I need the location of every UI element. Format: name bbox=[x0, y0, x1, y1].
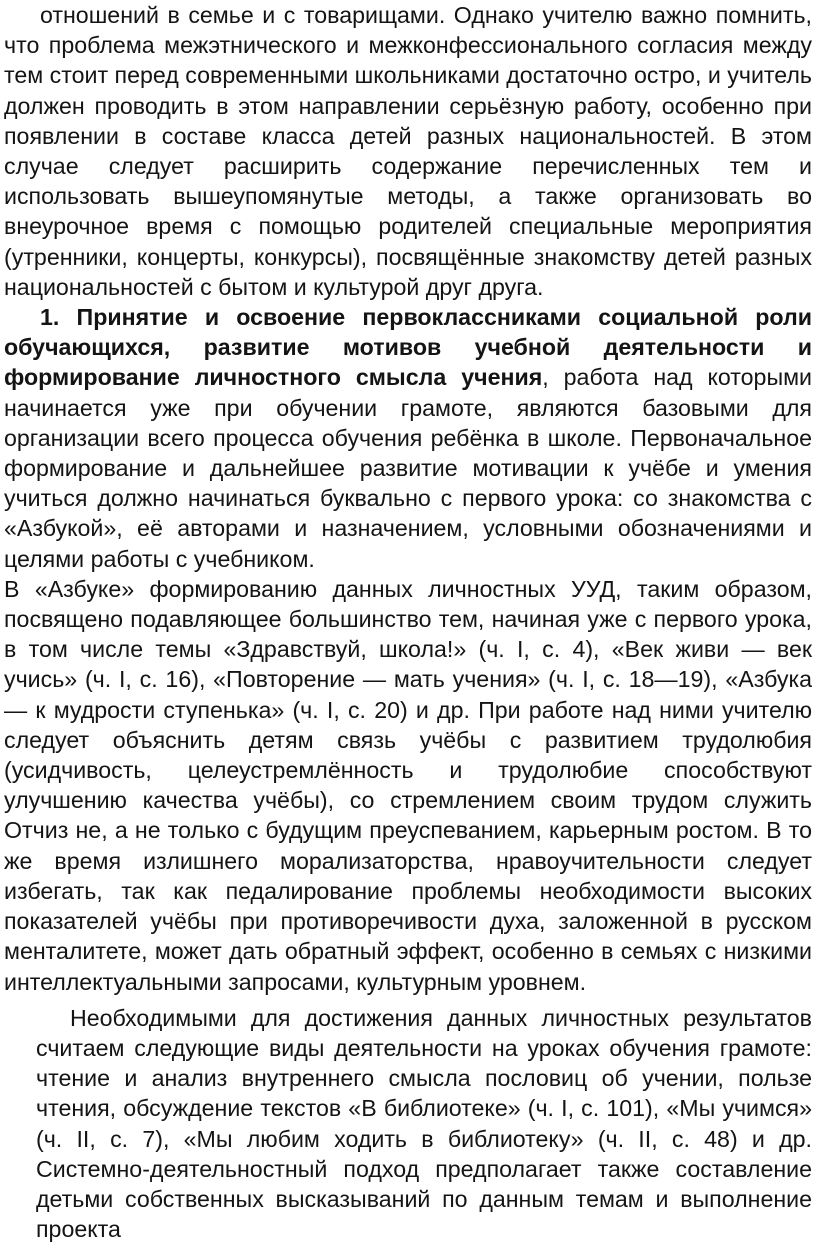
document-page bbox=[4, 0, 812, 1244]
paragraph-student-role bbox=[4, 302, 812, 574]
paragraph-family-relations: отношений в семье и с товарищами. Однако учителю важно помнить, что проблема межэтнического и межконфессионального согласия между тем стоит перед современными школьниками достаточно остро, и учитель должен проводить в этом направлении серьёзную работу, особенно при появлении в составе класса детей разных национальностей. В этом случае следует расширить содержание перечисленных тем и использовать вышеупомянутые методы, а также организовать во внеурочное время с помощью родителей специальные мероприятия (утренники, концерты, конкурсы), посвящённые знакомству детей разных национальностей с бытом и культурой друг друга. bbox=[4, 2, 812, 300]
paragraph-activities: Необходимыми для достижения данных личностных результатов считаем следующие виды деятельности на уроках обучения грамоте: чтение и анализ внутреннего смысла пословиц об учении, пользе чтения, обсуждение текстов «В библиотеке» (ч. I, с. 101), «Мы учимся» (ч. II, с. 7), «Мы любим ходить в библиотеку» (ч. II, с. 48) и др. Системно-деятельностный подход предполагает также составление детьми собственных высказываний по данным темам и выполнение проекта bbox=[36, 1004, 812, 1243]
paragraph-azbuka-topics: В «Азбуке» формированию данных личностных УУД, таким образом, посвящено подавляющее большинство тем, начиная уже с первого урока, в том числе темы «Здравствуй, школа!» (ч. I, с. 4), «Век живи — век учись» (ч. I, с. 16), «Повторение — мать учения» (ч. I, с. 18—19), «Азбука — к мудрости ступенька» (ч. I, с. 20) и др. При работе над ними учителю следует объяснить детям связь учёбы с развитием трудолюбия (усидчивость, целеустремлённость и трудолюбие способствуют улучшению качества учёбы), со стремлением своим трудом служить Отчиз не, а не только с будущим преуспеванием, карьерным ростом. В то же время излишнего морализаторства, нравоучительности следует избегать, так как педалирование проблемы необходимости высоких показателей учёбы при противоречивости духа, заложенной в русском менталитете, может дать обратный эффект, особенно в семьях с низкими интеллектуальными запросами, культурным уровнем. bbox=[4, 575, 812, 995]
paragraph-heading-bold: 1. Принятие и освоение первоклассниками социальной роли обучающихся, развитие мотивов учебной деятельности и формирование личностного смысла учения bbox=[4, 304, 812, 391]
paragraph-student-role-text: , работа над которыми начинается уже при обучении грамоте, являются базовыми для организации всего процесса обучения ребёнка в школе. Первоначальное формирование и дальнейшее развитие мотивации к учёбе и умения учиться должно начинаться буквально с первого урока: со знакомства с «Азбукой», её авторами и назначением, условными обозначениями и целями работы с учебником. bbox=[4, 364, 813, 572]
